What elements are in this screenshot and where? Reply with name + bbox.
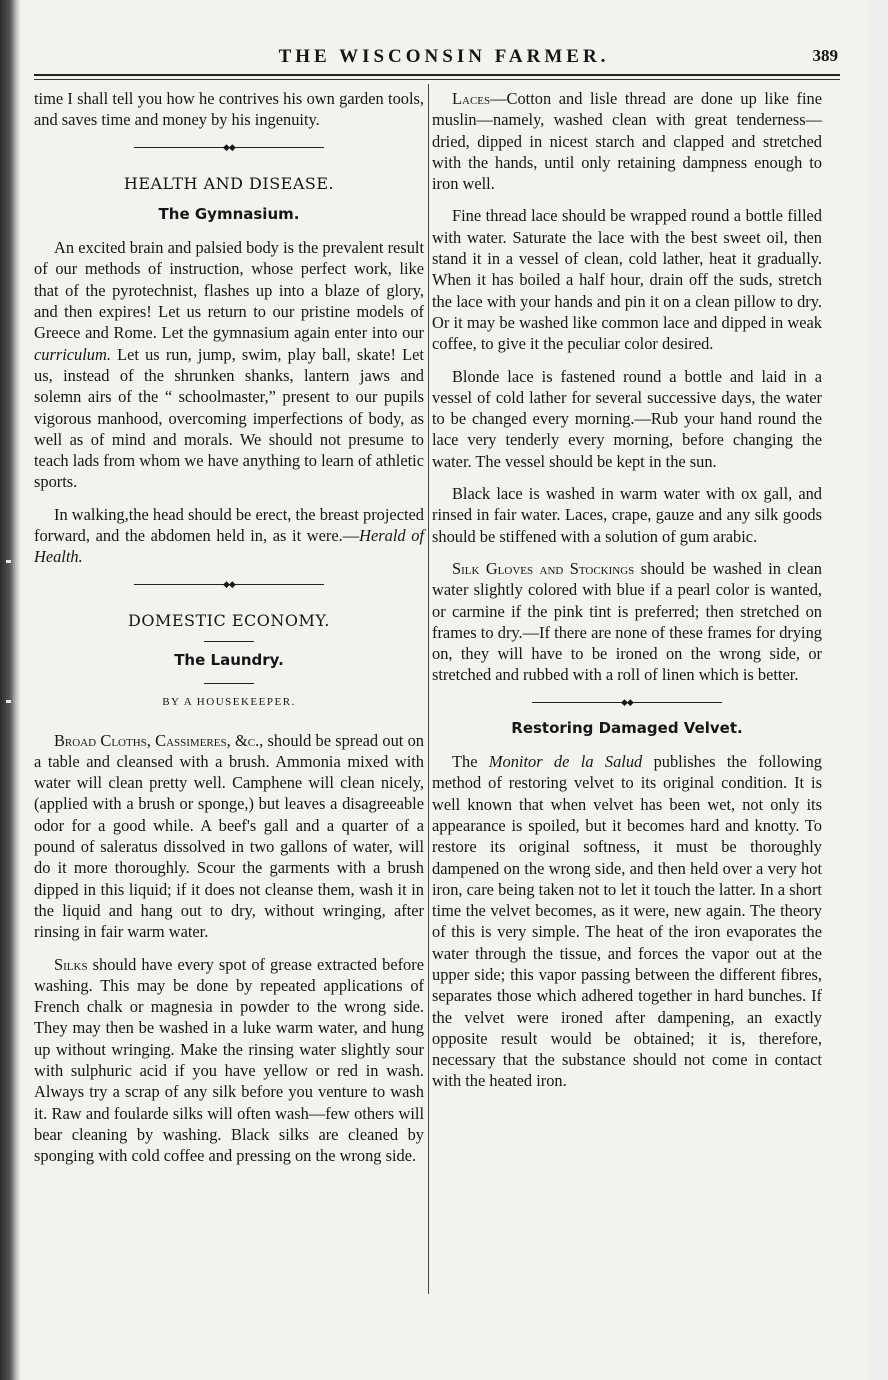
- silks-paragraph: Silks should have every spot of grease extracted before washing. This may be done by repeated applications of French chalk or magnesia in powder to the wrong side. They may then be washed in a luke warm water, and hung up without wringing. Make the rinsing water slightly sour with sulphuric acid if you have yellow or red in wash. Always try a scrap of any silk before you venture to wash it. Raw and foularde silks will often wash—few others will bear cleaning by washing. Black silks are cleaned by sponging with cold coffee and pressing on the wrong side.: [34, 954, 424, 1166]
- fine-thread-lace-paragraph: Fine thread lace should be wrapped round a bottle filled with water. Saturate the lace with the best sweet oil, then stand it in a vessel of clean, cold lather, heat it gradually. When it has boiled a half hour, drain off the suds, stretch the lace with your hands and pin it on a clean pillow to dry. Or it may be washed like common lace and dipped in weak coffee, to give it the peculiar color desired.: [432, 206, 822, 354]
- left-column: [34, 88, 424, 1166]
- ornament-divider: ◆◆: [34, 578, 424, 592]
- intro-paragraph: time I shall tell you how he contrives his own garden tools, and saves time and money by his ingenuity.: [34, 89, 424, 130]
- header-rule-thin: [34, 79, 840, 80]
- ornament-divider: ◆◆: [432, 696, 822, 710]
- article-title-gymnasium: The Gymnasium.: [158, 204, 300, 223]
- gymnasium-paragraph-2: In walking,the head should be erect, the breast projected forward, and the abdomen held in, as it were.—Herald of Health.: [34, 504, 424, 567]
- blonde-lace-paragraph: Blonde lace is fastened round a bottle and laid in a vessel of cold lather for several successive days, the water to be changed every morning.—Rub your hand round the lace very tenderly every morning, before changing the water. The vessel should be kept in the sun.: [432, 366, 822, 471]
- page: [20, 0, 868, 1380]
- silk-gloves-paragraph: Silk Gloves and Stockings should be washed in clean water slightly colored with blue if a pearl color is wanted, or carmine if the pink tint is preferred; then stretched on frames to dry.—If there are none of these frames for drying on, they will have to be ironed on the wrong side, or stretched and rubbed with a roll of linen which is better.: [432, 558, 822, 685]
- column-divider: [428, 84, 429, 1294]
- header-rule: [34, 74, 840, 76]
- binding-mark: [6, 700, 11, 703]
- article-title-velvet: Restoring Damaged Velvet.: [511, 718, 743, 737]
- velvet-paragraph: The Monitor de la Salud publishes the following method of restoring velvet to its original condition. It is well known that when velvet has been wet, not only its appearance is spoiled, but it becomes hard and knotty. To restore its original softness, it must be thoroughly dampened on the wrong side, and then held over a very hot iron, care being taken not to let it touch the latter. In a short time the velvet becomes, as it were, new again. The theory of this is very simple. The heat of the iron evaporates the water through the tissue, and forces the vapor out at the upper side; this vapor passing between the different fibres, separates those which adhered together in hard bunches. If the velvet were ironed after dampening, an exactly opposite result would be obtained; it is, therefore, necessary that the substance should not come in contact with the heated iron.: [432, 752, 822, 1091]
- black-lace-paragraph: Black lace is washed in warm water with ox gall, and rinsed in fair water. Laces, crape, gauze and any silk goods should be stiffened with a solution of gum arabic.: [432, 484, 822, 546]
- running-title: THE WISCONSIN FARMER.: [278, 46, 610, 67]
- broad-cloths-paragraph: Broad Cloths, Cassimeres, &c., should be spread out on a table and cleansed with a brush. Ammonia mixed with water will clean pretty well. Camphene will clean nicely, (applied with a brush or sponge,) but leaves a disagreeable odor for a good while. A beef's gall and a quarter of a pound of saleratus dissolved in two gallons of water, will do it more thoroughly. Scour the garments with a brush dipped in this liquid; if it does not cleanse them, wash it in the liquid and hang out to dry, without wringing, after rinsing in fair warm water.: [34, 730, 424, 942]
- laces-paragraph: Laces—Cotton and lisle thread are done up like fine muslin—namely, washed clean with great tenderness—dried, dipped in nicest starch and clapped and stretched with the hands, until only retaining dampness enough to iron well.: [432, 89, 822, 194]
- section-heading-domestic: DOMESTIC ECONOMY.: [128, 610, 330, 630]
- byline: BY A HOUSEKEEPER.: [162, 696, 296, 709]
- right-column: [432, 88, 822, 1092]
- running-header: [20, 46, 868, 72]
- section-heading-health: HEALTH AND DISEASE.: [123, 173, 335, 193]
- gymnasium-paragraph-1: An excited brain and palsied body is the prevalent result of our methods of instruction, whose perfect work, like that of the pyrotechnist, flashes up into a blaze of glory, and then expires! Let us return to our pristine models of Greece and Rome. Let the gymnasium again enter into our curriculum. Let us run, jump, swim, play ball, skate! Let us, instead of the shrunken shanks, lantern jaws and solemn airs of the “ schoolmaster,” present to our pupils vigorous manhood, overcoming imperfections of body, as well as of mind and morals. We should not presume to teach lads from whom we have anything to learn of athletic sports.: [34, 238, 424, 492]
- page-number: 389: [812, 46, 838, 65]
- article-title-laundry: The Laundry.: [174, 650, 284, 669]
- ornament-divider: ◆◆: [34, 141, 424, 155]
- binding-mark: [6, 560, 11, 563]
- short-rule: [204, 641, 254, 642]
- short-rule: [204, 683, 254, 684]
- binding-edge: [0, 0, 20, 1380]
